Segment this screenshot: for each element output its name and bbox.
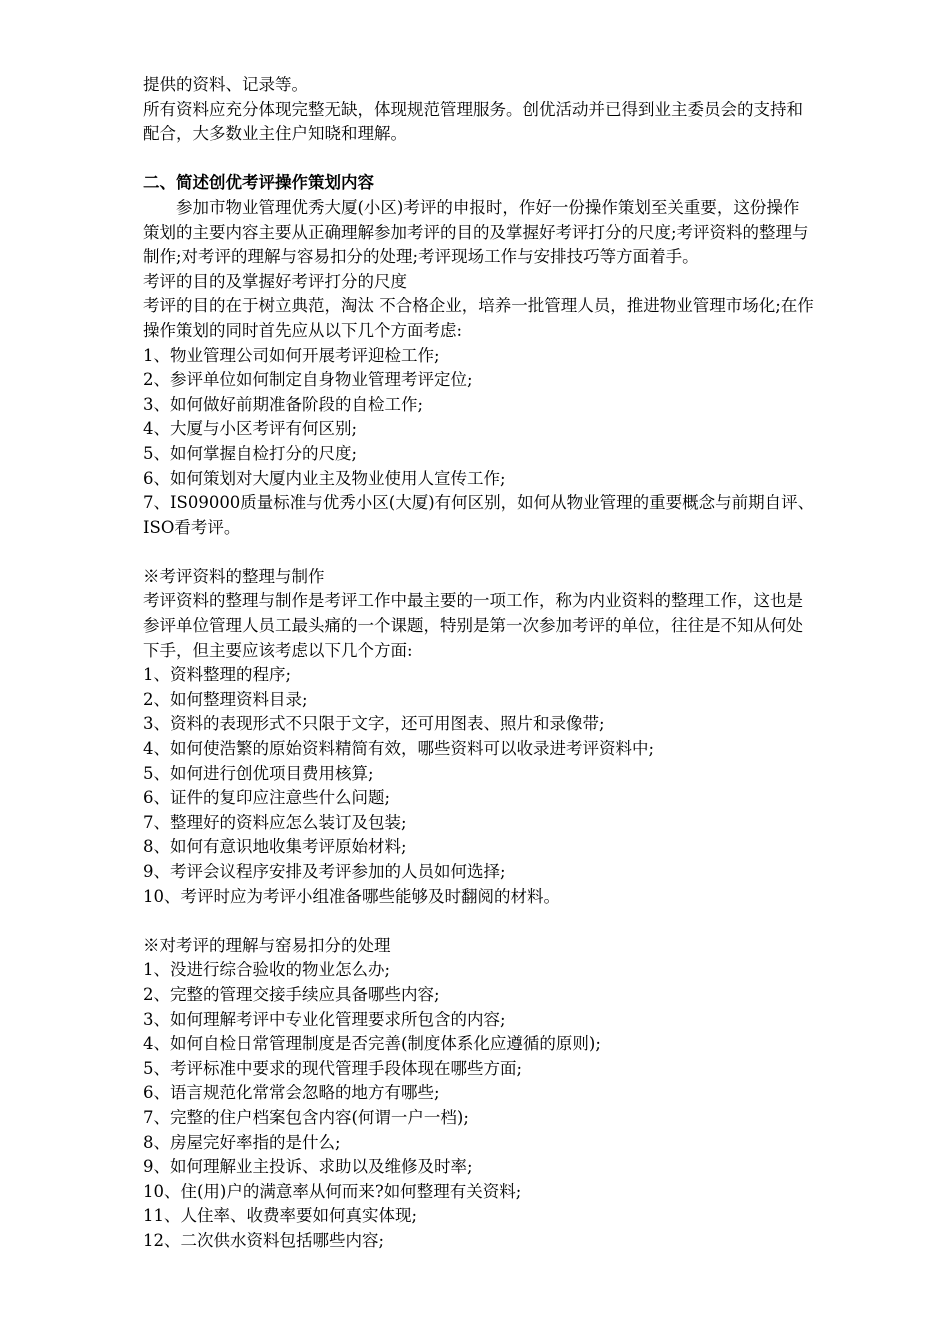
list-item: 10、住(用)户的满意率从何而来?如何整理有关资料; [143,1181,522,1201]
blank-line [143,147,815,172]
section-paragraph: 参加市物业管理优秀大厦(小区)考评的申报时，作好一份操作策划至关重要，这份操作策划的主要内容主要从正确理解参加考评的目的及掌握好考评打分的尺度;考评资料的整理与制作;对考评的理解与容易扣分的处理;考评现场工作与安排技巧等方面着手。 [143,197,809,267]
list-item: 1、没进行综合验收的物业怎么办; [143,960,391,980]
intro-paragraph: 所有资料应充分体现完整无缺，体现规范管理服务。创优活动并已得到业主委员会的支持和配合，大多数业主住户知晓和理解。 [143,99,803,144]
list-item: 7、IS09000质量标准与优秀小区(大厦)有何区别，如何从物业管理的重要概念与前期自评、ISO看考评。 [143,493,815,537]
list-item: 4、如何使浩繁的原始资料精简有效，哪些资料可以收录进考评资料中; [143,739,655,759]
list-item: 6、证件的复印应注意些什么问题; [143,788,391,808]
document-body [143,73,815,1254]
list-item: 3、资料的表现形式不只限于文字，还可用图表、照片和录像带; [143,714,605,734]
list-item: 9、如何理解业主投诉、求助以及维修及时率; [143,1157,473,1177]
materials-paragraph: 考评资料的整理与制作是考评工作中最主要的一项工作，称为内业资料的整理工作，这也是参评单位管理人员工最头痛的一个课题，特别是第一次参加考评的单位，往往是不知从何处下手，但主要应该考虑以下几个方面: [143,591,803,660]
list-item: 9、考评会议程序安排及考评参加的人员如何选择; [143,862,506,881]
purpose-paragraph: 考评的目的在于树立典范，淘汰 不合格企业，培养一批管理人员，推进物业管理市场化;在作操作策划的同时首先应从以下几个方面考虑: [143,296,814,340]
list-item: 1、物业管理公司如何开展考评迎检工作; [143,345,440,365]
list-item: 2、完整的管理交接手续应具备哪些内容; [143,984,440,1004]
blank-line [143,540,815,565]
list-item: 5、如何进行创优项目费用核算; [143,763,374,783]
list-item: 12、二次供水资料包括哪些内容; [143,1230,385,1250]
intro-line: 提供的资料、记录等。 [143,75,308,94]
section-heading: 二、简述创优考评操作策划内容 [143,173,374,193]
list-item: 3、如何理解考评中专业化管理要求所包含的内容; [143,1009,506,1029]
list-item: 6、语言规范化常常会忽略的地方有哪些; [143,1083,440,1103]
list-item: 6、如何策划对大厦内业主及物业使用人宣传工作; [143,468,506,488]
blank-line [143,909,815,934]
list-item: 7、完整的住户档案包含内容(何谓一户一档); [143,1107,469,1127]
materials-title: ※考评资料的整理与制作 [143,566,325,586]
list-item: 10、考评时应为考评小组准备哪些能够及时翻阅的材料。 [143,886,560,906]
deduction-title: ※对考评的理解与窑易扣分的处理 [143,935,391,955]
list-item: 8、如何有意识地收集考评原始材料; [143,837,407,857]
list-item: 3、如何做好前期准备阶段的自检工作; [143,394,424,414]
list-item: 2、如何整理资料目录; [143,689,308,709]
purpose-title: 考评的目的及掌握好考评打分的尺度 [143,271,407,291]
list-item: 7、整理好的资料应怎么装订及包装; [143,812,407,832]
list-item: 11、人住率、收费率要如何真实体现; [143,1206,418,1226]
list-item: 2、参评单位如何制定自身物业管理考评定位; [143,370,473,390]
list-item: 1、资料整理的程序; [143,665,292,685]
list-item: 4、如何自检日常管理制度是否完善(制度体系化应遵循的原则); [143,1034,601,1054]
list-item: 5、考评标准中要求的现代管理手段体现在哪些方面; [143,1058,523,1078]
list-item: 4、大厦与小区考评有何区别; [143,419,358,439]
list-item: 8、房屋完好率指的是什么; [143,1132,341,1152]
list-item: 5、如何掌握自检打分的尺度; [143,443,358,463]
